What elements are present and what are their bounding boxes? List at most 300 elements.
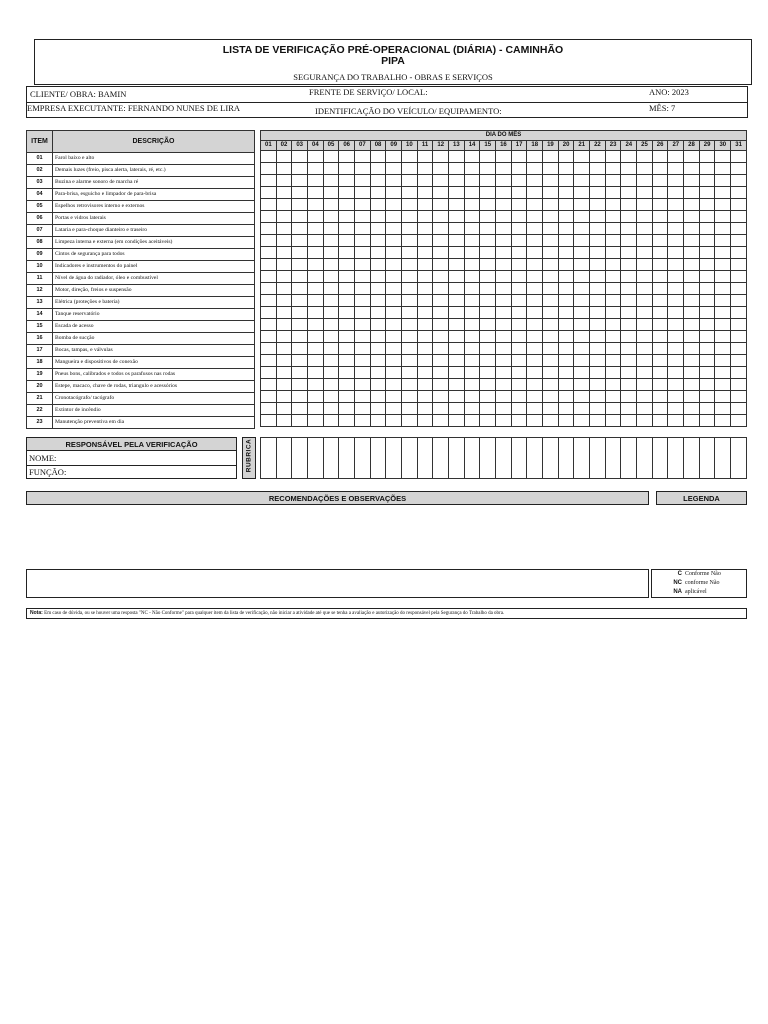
day-cell[interactable] [543, 211, 559, 223]
day-cell[interactable] [417, 403, 433, 415]
day-cell[interactable] [433, 295, 449, 307]
day-cell[interactable] [590, 391, 606, 403]
day-cell[interactable] [605, 271, 621, 283]
day-cell[interactable] [292, 163, 308, 175]
day-cell[interactable] [339, 199, 355, 211]
day-cell[interactable] [605, 379, 621, 391]
day-cell[interactable] [511, 175, 527, 187]
day-cell[interactable] [731, 367, 747, 379]
day-cell[interactable] [386, 271, 402, 283]
day-cell[interactable] [731, 343, 747, 355]
day-cell[interactable] [621, 259, 637, 271]
day-cell[interactable] [543, 271, 559, 283]
day-cell[interactable] [605, 355, 621, 367]
day-cell[interactable] [652, 199, 668, 211]
day-cell[interactable] [402, 379, 418, 391]
day-cell[interactable] [731, 319, 747, 331]
day-cell[interactable] [323, 343, 339, 355]
day-cell[interactable] [511, 355, 527, 367]
day-cell[interactable] [308, 151, 324, 163]
day-cell[interactable] [511, 211, 527, 223]
day-cell[interactable] [715, 391, 731, 403]
day-cell[interactable] [574, 391, 590, 403]
day-cell[interactable] [652, 175, 668, 187]
day-cell[interactable] [527, 379, 543, 391]
day-cell[interactable] [323, 283, 339, 295]
day-cell[interactable] [402, 235, 418, 247]
day-cell[interactable] [621, 355, 637, 367]
day-cell[interactable] [292, 319, 308, 331]
day-cell[interactable] [731, 403, 747, 415]
day-cell[interactable] [370, 355, 386, 367]
day-cell[interactable] [684, 391, 700, 403]
day-cell[interactable] [543, 199, 559, 211]
day-cell[interactable] [433, 259, 449, 271]
day-cell[interactable] [652, 223, 668, 235]
day-cell[interactable] [558, 187, 574, 199]
day-cell[interactable] [276, 343, 292, 355]
day-cell[interactable] [511, 151, 527, 163]
day-cell[interactable] [417, 343, 433, 355]
day-cell[interactable] [684, 379, 700, 391]
day-cell[interactable] [370, 319, 386, 331]
day-cell[interactable] [574, 175, 590, 187]
day-cell[interactable] [699, 319, 715, 331]
day-cell[interactable] [355, 271, 371, 283]
day-cell[interactable] [339, 307, 355, 319]
day-cell[interactable] [605, 343, 621, 355]
day-cell[interactable] [433, 247, 449, 259]
day-cell[interactable] [308, 175, 324, 187]
day-cell[interactable] [731, 163, 747, 175]
day-cell[interactable] [386, 295, 402, 307]
day-cell[interactable] [370, 343, 386, 355]
day-cell[interactable] [480, 163, 496, 175]
day-cell[interactable] [637, 307, 653, 319]
day-cell[interactable] [355, 247, 371, 259]
day-cell[interactable] [276, 259, 292, 271]
day-cell[interactable] [527, 223, 543, 235]
day-cell[interactable] [261, 187, 277, 199]
day-cell[interactable] [449, 151, 465, 163]
day-cell[interactable] [605, 319, 621, 331]
day-cell[interactable] [261, 175, 277, 187]
rubrica-cell[interactable] [574, 438, 590, 479]
rubrica-cell[interactable] [323, 438, 339, 479]
day-cell[interactable] [496, 211, 512, 223]
day-cell[interactable] [637, 235, 653, 247]
day-cell[interactable] [449, 259, 465, 271]
day-cell[interactable] [558, 355, 574, 367]
day-cell[interactable] [464, 271, 480, 283]
day-cell[interactable] [590, 367, 606, 379]
day-cell[interactable] [731, 283, 747, 295]
day-cell[interactable] [386, 367, 402, 379]
day-cell[interactable] [590, 331, 606, 343]
day-cell[interactable] [308, 403, 324, 415]
day-cell[interactable] [496, 223, 512, 235]
day-cell[interactable] [590, 403, 606, 415]
day-cell[interactable] [433, 271, 449, 283]
day-cell[interactable] [699, 307, 715, 319]
day-cell[interactable] [731, 187, 747, 199]
day-cell[interactable] [417, 259, 433, 271]
day-cell[interactable] [292, 187, 308, 199]
day-cell[interactable] [652, 415, 668, 427]
day-cell[interactable] [558, 403, 574, 415]
day-cell[interactable] [464, 355, 480, 367]
day-cell[interactable] [590, 415, 606, 427]
rubrica-cell[interactable] [558, 438, 574, 479]
day-cell[interactable] [417, 367, 433, 379]
rubrica-cell[interactable] [449, 438, 465, 479]
day-cell[interactable] [637, 403, 653, 415]
day-cell[interactable] [621, 343, 637, 355]
day-cell[interactable] [417, 271, 433, 283]
day-cell[interactable] [480, 379, 496, 391]
day-cell[interactable] [574, 283, 590, 295]
day-cell[interactable] [668, 223, 684, 235]
day-cell[interactable] [480, 367, 496, 379]
day-cell[interactable] [370, 223, 386, 235]
day-cell[interactable] [323, 319, 339, 331]
day-cell[interactable] [402, 319, 418, 331]
day-cell[interactable] [261, 403, 277, 415]
day-cell[interactable] [527, 175, 543, 187]
day-cell[interactable] [543, 175, 559, 187]
day-cell[interactable] [574, 355, 590, 367]
day-cell[interactable] [731, 331, 747, 343]
day-cell[interactable] [590, 355, 606, 367]
day-cell[interactable] [355, 151, 371, 163]
day-cell[interactable] [464, 283, 480, 295]
day-cell[interactable] [605, 403, 621, 415]
day-cell[interactable] [590, 187, 606, 199]
day-cell[interactable] [402, 343, 418, 355]
day-cell[interactable] [731, 415, 747, 427]
day-cell[interactable] [276, 307, 292, 319]
day-cell[interactable] [543, 403, 559, 415]
day-cell[interactable] [339, 163, 355, 175]
day-cell[interactable] [574, 235, 590, 247]
day-cell[interactable] [496, 319, 512, 331]
day-cell[interactable] [480, 199, 496, 211]
day-cell[interactable] [684, 259, 700, 271]
day-cell[interactable] [511, 187, 527, 199]
day-cell[interactable] [433, 415, 449, 427]
day-cell[interactable] [464, 223, 480, 235]
day-cell[interactable] [355, 223, 371, 235]
day-cell[interactable] [715, 187, 731, 199]
day-cell[interactable] [464, 379, 480, 391]
day-cell[interactable] [699, 211, 715, 223]
day-cell[interactable] [684, 295, 700, 307]
day-cell[interactable] [668, 259, 684, 271]
day-cell[interactable] [464, 175, 480, 187]
day-cell[interactable] [652, 247, 668, 259]
day-cell[interactable] [355, 211, 371, 223]
day-cell[interactable] [527, 367, 543, 379]
day-cell[interactable] [339, 331, 355, 343]
day-cell[interactable] [605, 367, 621, 379]
day-cell[interactable] [684, 187, 700, 199]
day-cell[interactable] [355, 355, 371, 367]
day-cell[interactable] [496, 151, 512, 163]
day-cell[interactable] [558, 367, 574, 379]
day-cell[interactable] [464, 391, 480, 403]
day-cell[interactable] [323, 235, 339, 247]
day-cell[interactable] [417, 223, 433, 235]
day-cell[interactable] [543, 307, 559, 319]
day-cell[interactable] [339, 295, 355, 307]
day-cell[interactable] [496, 235, 512, 247]
day-cell[interactable] [433, 391, 449, 403]
day-cell[interactable] [652, 235, 668, 247]
day-cell[interactable] [715, 355, 731, 367]
day-cell[interactable] [323, 367, 339, 379]
day-cell[interactable] [402, 391, 418, 403]
day-cell[interactable] [292, 223, 308, 235]
day-cell[interactable] [715, 259, 731, 271]
day-cell[interactable] [417, 319, 433, 331]
day-cell[interactable] [574, 223, 590, 235]
day-cell[interactable] [261, 319, 277, 331]
day-cell[interactable] [496, 247, 512, 259]
day-cell[interactable] [621, 211, 637, 223]
day-cell[interactable] [558, 247, 574, 259]
day-cell[interactable] [621, 391, 637, 403]
day-cell[interactable] [480, 211, 496, 223]
day-cell[interactable] [449, 319, 465, 331]
day-cell[interactable] [370, 415, 386, 427]
day-cell[interactable] [527, 295, 543, 307]
day-cell[interactable] [339, 223, 355, 235]
day-cell[interactable] [308, 415, 324, 427]
day-cell[interactable] [527, 187, 543, 199]
day-cell[interactable] [417, 307, 433, 319]
day-cell[interactable] [731, 259, 747, 271]
day-cell[interactable] [370, 187, 386, 199]
day-cell[interactable] [668, 319, 684, 331]
day-cell[interactable] [449, 163, 465, 175]
day-cell[interactable] [261, 331, 277, 343]
day-cell[interactable] [543, 187, 559, 199]
day-cell[interactable] [652, 355, 668, 367]
day-cell[interactable] [637, 415, 653, 427]
day-cell[interactable] [574, 415, 590, 427]
day-cell[interactable] [386, 151, 402, 163]
day-cell[interactable] [480, 247, 496, 259]
day-cell[interactable] [355, 367, 371, 379]
day-cell[interactable] [433, 175, 449, 187]
day-cell[interactable] [543, 295, 559, 307]
day-cell[interactable] [370, 271, 386, 283]
day-cell[interactable] [355, 379, 371, 391]
day-cell[interactable] [511, 247, 527, 259]
day-cell[interactable] [386, 247, 402, 259]
day-cell[interactable] [668, 415, 684, 427]
day-cell[interactable] [355, 415, 371, 427]
day-cell[interactable] [731, 211, 747, 223]
day-cell[interactable] [652, 367, 668, 379]
day-cell[interactable] [276, 391, 292, 403]
day-cell[interactable] [308, 283, 324, 295]
day-cell[interactable] [386, 307, 402, 319]
day-cell[interactable] [574, 271, 590, 283]
day-cell[interactable] [668, 163, 684, 175]
day-cell[interactable] [605, 151, 621, 163]
day-cell[interactable] [574, 151, 590, 163]
day-cell[interactable] [637, 259, 653, 271]
day-cell[interactable] [543, 151, 559, 163]
day-cell[interactable] [527, 415, 543, 427]
day-cell[interactable] [402, 259, 418, 271]
day-cell[interactable] [605, 199, 621, 211]
day-cell[interactable] [433, 367, 449, 379]
day-cell[interactable] [323, 403, 339, 415]
day-cell[interactable] [308, 247, 324, 259]
day-cell[interactable] [511, 283, 527, 295]
day-cell[interactable] [652, 283, 668, 295]
day-cell[interactable] [402, 247, 418, 259]
rubrica-cell[interactable] [621, 438, 637, 479]
day-cell[interactable] [699, 379, 715, 391]
day-cell[interactable] [605, 283, 621, 295]
day-cell[interactable] [433, 199, 449, 211]
day-cell[interactable] [684, 247, 700, 259]
day-cell[interactable] [558, 295, 574, 307]
day-cell[interactable] [699, 331, 715, 343]
day-cell[interactable] [480, 151, 496, 163]
day-cell[interactable] [496, 415, 512, 427]
day-cell[interactable] [386, 187, 402, 199]
day-cell[interactable] [323, 415, 339, 427]
day-cell[interactable] [261, 295, 277, 307]
day-cell[interactable] [355, 235, 371, 247]
day-cell[interactable] [574, 379, 590, 391]
day-cell[interactable] [699, 199, 715, 211]
day-cell[interactable] [605, 259, 621, 271]
day-cell[interactable] [590, 283, 606, 295]
day-cell[interactable] [402, 295, 418, 307]
day-cell[interactable] [261, 307, 277, 319]
day-cell[interactable] [276, 271, 292, 283]
day-cell[interactable] [715, 367, 731, 379]
day-cell[interactable] [464, 319, 480, 331]
day-cell[interactable] [511, 319, 527, 331]
day-cell[interactable] [543, 319, 559, 331]
day-cell[interactable] [590, 307, 606, 319]
day-cell[interactable] [433, 211, 449, 223]
day-cell[interactable] [323, 307, 339, 319]
day-cell[interactable] [558, 283, 574, 295]
day-cell[interactable] [590, 151, 606, 163]
day-cell[interactable] [715, 235, 731, 247]
day-cell[interactable] [543, 163, 559, 175]
day-cell[interactable] [449, 211, 465, 223]
day-cell[interactable] [339, 283, 355, 295]
day-cell[interactable] [668, 403, 684, 415]
day-cell[interactable] [480, 343, 496, 355]
day-cell[interactable] [621, 187, 637, 199]
day-cell[interactable] [590, 235, 606, 247]
day-cell[interactable] [511, 271, 527, 283]
day-cell[interactable] [370, 283, 386, 295]
rubrica-cell[interactable] [652, 438, 668, 479]
day-cell[interactable] [480, 391, 496, 403]
day-cell[interactable] [605, 175, 621, 187]
day-cell[interactable] [543, 223, 559, 235]
day-cell[interactable] [449, 235, 465, 247]
day-cell[interactable] [684, 403, 700, 415]
day-cell[interactable] [715, 307, 731, 319]
day-cell[interactable] [433, 235, 449, 247]
day-cell[interactable] [637, 151, 653, 163]
day-cell[interactable] [652, 259, 668, 271]
day-cell[interactable] [668, 271, 684, 283]
day-cell[interactable] [417, 211, 433, 223]
day-cell[interactable] [637, 199, 653, 211]
day-cell[interactable] [386, 199, 402, 211]
day-cell[interactable] [574, 163, 590, 175]
day-cell[interactable] [715, 163, 731, 175]
day-cell[interactable] [699, 343, 715, 355]
day-cell[interactable] [323, 151, 339, 163]
day-cell[interactable] [339, 247, 355, 259]
day-cell[interactable] [527, 211, 543, 223]
day-cell[interactable] [699, 415, 715, 427]
day-cell[interactable] [715, 223, 731, 235]
day-cell[interactable] [464, 211, 480, 223]
day-cell[interactable] [496, 331, 512, 343]
day-cell[interactable] [731, 175, 747, 187]
day-cell[interactable] [731, 307, 747, 319]
day-cell[interactable] [684, 415, 700, 427]
day-cell[interactable] [684, 343, 700, 355]
rubrica-cell[interactable] [637, 438, 653, 479]
day-cell[interactable] [386, 379, 402, 391]
day-cell[interactable] [652, 379, 668, 391]
day-cell[interactable] [417, 355, 433, 367]
day-cell[interactable] [511, 391, 527, 403]
day-cell[interactable] [449, 379, 465, 391]
day-cell[interactable] [292, 235, 308, 247]
day-cell[interactable] [621, 151, 637, 163]
day-cell[interactable] [605, 211, 621, 223]
day-cell[interactable] [480, 259, 496, 271]
day-cell[interactable] [621, 331, 637, 343]
day-cell[interactable] [417, 415, 433, 427]
day-cell[interactable] [637, 247, 653, 259]
day-cell[interactable] [558, 199, 574, 211]
rubrica-cell[interactable] [261, 438, 277, 479]
day-cell[interactable] [668, 235, 684, 247]
day-cell[interactable] [652, 187, 668, 199]
day-cell[interactable] [464, 247, 480, 259]
day-cell[interactable] [417, 247, 433, 259]
day-cell[interactable] [574, 211, 590, 223]
day-cell[interactable] [339, 271, 355, 283]
day-cell[interactable] [386, 211, 402, 223]
day-cell[interactable] [605, 223, 621, 235]
day-cell[interactable] [417, 235, 433, 247]
day-cell[interactable] [308, 331, 324, 343]
day-cell[interactable] [276, 295, 292, 307]
day-cell[interactable] [449, 391, 465, 403]
day-cell[interactable] [449, 331, 465, 343]
day-cell[interactable] [684, 283, 700, 295]
day-cell[interactable] [323, 199, 339, 211]
